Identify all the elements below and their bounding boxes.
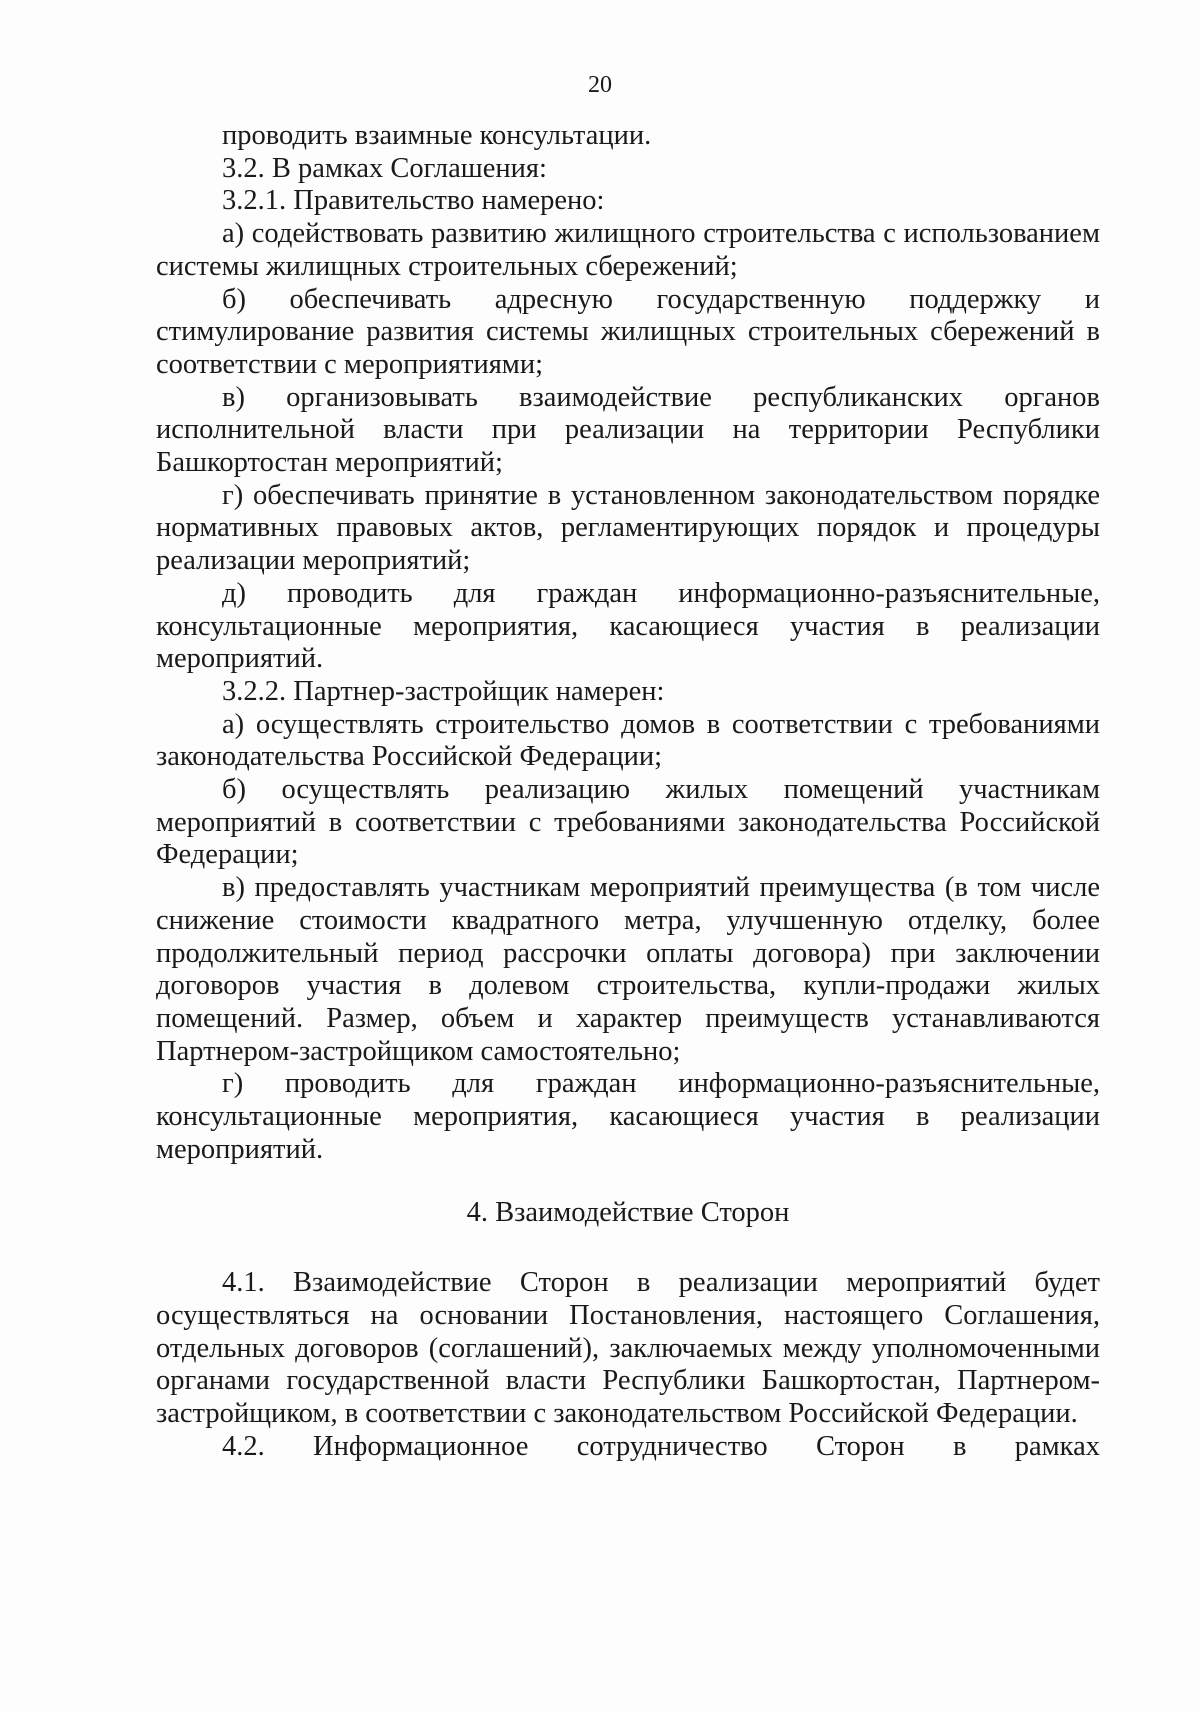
paragraph-3-2-1-v: в) организовывать взаимодействие республиканских органов исполнительной власти при реализации на территории Республики Башкортостан мероприятий;: [156, 381, 1100, 479]
paragraph-3-2-1-d: д) проводить для граждан информационно-разъяснительные, консультационные мероприятия, касающиеся участия в реализации мероприятий.: [156, 577, 1100, 675]
page-number: 20: [588, 72, 612, 98]
document-body: [156, 120, 1100, 1463]
paragraph-3-2-2: 3.2.2. Партнер-застройщик намерен:: [222, 675, 665, 707]
paragraph-3-2-1: 3.2.1. Правительство намерено:: [222, 185, 605, 217]
paragraph-3-2-1-g: г) обеспечивать принятие в установленном законодательством порядке нормативных правовых актов, регламентирующих порядок и процедуры реализации мероприятий;: [156, 479, 1100, 577]
paragraph-3-2-2-b: б) осуществлять реализацию жилых помещений участникам мероприятий в соответствии с требованиями законодательства Российской Федерации;: [156, 774, 1100, 871]
paragraph-3-2-1-a: а) содействовать развитию жилищного строительства с использованием системы жилищных строительных сбережений;: [156, 218, 1100, 282]
paragraph-3-2-2-g: г) проводить для граждан информационно-разъяснительные, консультационные мероприятия, касающиеся участия в реализации мероприятий.: [156, 1068, 1100, 1165]
paragraph-3-2-1-b: б) обеспечивать адресную государственную поддержку и стимулирование развития системы жилищных строительных сбережений в соответствии с мероприятиями;: [156, 283, 1100, 380]
paragraph-consultations: проводить взаимные консультации.: [222, 120, 652, 151]
paragraph-3-2-2-a: а) осуществлять строительство домов в соответствии с требованиями законодательства Российской Федерации;: [156, 708, 1100, 773]
section-4-heading: 4. Взаимодействие Сторон: [466, 1196, 790, 1228]
paragraph-4-2: 4.2. Информационное сотрудничество Сторон в рамках: [222, 1430, 1100, 1462]
paragraph-3-2-2-v: в) предоставлять участникам мероприятий преимущества (в том числе снижение стоимости квадратного метра, улучшенную отделку, более продолжительный период рассрочки оплаты договора) при заключении договоров участия в долевом строительства, купли-продажи жилых помещений. Размер, объем и характер преимуществ устанавливаются Партнером-застройщиком самостоятельно;: [156, 872, 1100, 1067]
paragraph-4-1: 4.1. Взаимодействие Сторон в реализации мероприятий будет осуществляться на основании Постановления, настоящего Соглашения, отдельных договоров (соглашений), заключаемых между уполномоченными органами государственной власти Республики Башкортостан, Партнером-застройщиком, в соответствии с законодательством Российской Федерации.: [156, 1267, 1100, 1430]
paragraph-3-2: 3.2. В рамках Соглашения:: [222, 152, 547, 184]
